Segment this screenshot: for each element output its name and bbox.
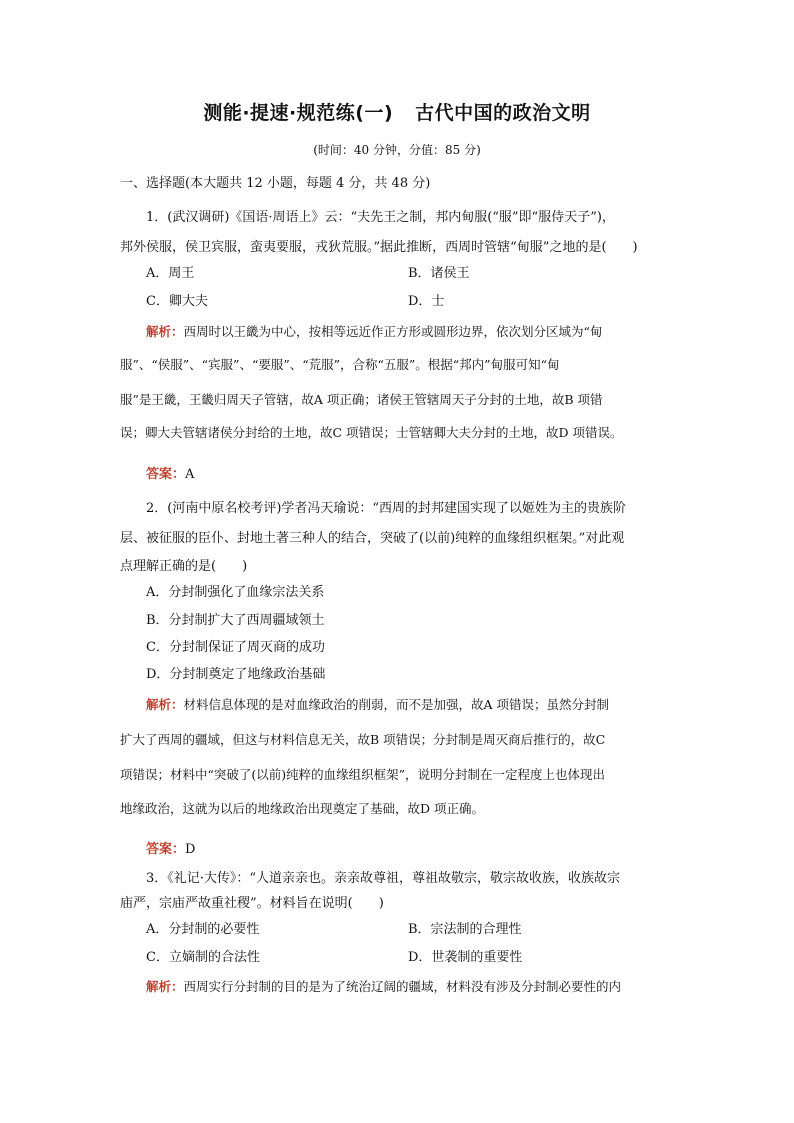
q3-line-2: 庙严，宗庙严故重社稷”。材料旨在说明( ) [120,896,384,911]
q1-analysis-line-3: 服”是王畿，王畿归周天子管辖，故A 项正确；诸侯王管辖周天子分封的土地，故B 项错 [120,392,603,407]
q1-answer-tag: 答案： [146,467,186,482]
q2-analysis-line-3: 项错误；材料中“突破了(以前)纯粹的血缘组织框架”，说明分封制在一定程度上也体现出 [120,767,606,782]
time-score-info: (时间：40 分钟，分值：85 分) [313,143,481,157]
q3-analysis-tag: 解析： [146,979,184,994]
title-main: 测能·提速·规范练(一) [203,102,394,124]
q2-analysis-line-4: 地缘政治，这就为以后的地缘政治出现奠定了基础，故D 项正确。 [120,801,484,816]
q1-line-1: 1．(武汉调研)《国语·周语上》云：“夫先王之制，邦内甸服(“服”即“服侍天子”)， [146,210,615,225]
q1-option-c: C．卿大夫 [146,294,208,309]
q3-option-d: D．世袭制的重要性 [408,950,523,965]
q2-option-c: C．分封制保证了周灭商的成功 [146,640,325,655]
page-title [0,98,794,125]
q2-option-a: A．分封制强化了血缘宗法关系 [146,585,325,600]
q1-analysis-line-4: 误；卿大夫管辖诸侯分封给的土地，故C 项错误；士管辖卿大夫分封的土地，故D 项错误。 [120,425,623,440]
q3-analysis-line-1: 解析：西周实行分封制的目的是为了统治辽阔的疆域，材料没有涉及分封制必要性的内 [146,979,622,994]
q1-analysis-tag: 解析： [146,324,184,339]
q2-line-1: 2．(河南中原名校考评)学者冯天瑜说：“西周的封邦建国实现了以姬姓为主的贵族阶 [146,501,627,516]
q3-option-a: A．分封制的必要性 [146,922,260,937]
q1-line-2: 邦外侯服，侯卫宾服，蛮夷要服，戎狄荒服。”据此推断，西周时管辖“甸服”之地的是( ) [120,240,638,255]
q1-option-a: A．周王 [146,266,195,281]
q3-option-c: C．立嫡制的合法性 [146,950,260,965]
q3-line-1: 3．《礼记·大传》：“人道亲亲也。亲亲故尊祖，尊祖故敬宗，敬宗故收族，收族故宗 [146,871,621,886]
q2-line-2: 层、被征服的臣仆、封地土著三种人的结合，突破了(以前)纯粹的血缘组织框架。”对此观 [120,531,625,546]
q2-option-b: B．分封制扩大了西周疆域领土 [146,613,325,628]
q1-answer: 答案：A [146,467,195,482]
q2-analysis-line-1: 解析：材料信息体现的是对血缘政治的削弱，而不是加强，故A 项错误；虽然分封制 [146,697,610,712]
q2-analysis-tag: 解析： [146,697,184,712]
section-heading: 一、选择题(本大题共 12 小题，每题 4 分，共 48 分) [120,176,431,191]
q1-option-d: D．士 [408,294,445,309]
q1-analysis-line-1: 解析：西周时以王畿为中心，按相等远近作正方形或圆形边界，依次划分区域为“甸 [146,324,603,339]
q2-line-3: 点理解正确的是( ) [120,559,248,574]
q2-answer: 答案：D [146,842,196,857]
q2-analysis-line-2: 扩大了西周的疆域，但这与材料信息无关，故B 项错误；分封制是周灭商后推行的，故C [120,732,606,747]
q1-analysis-line-2: 服”、“侯服”、“宾服”、“要服”、“荒服”，合称“五服”。根据“邦内”甸服可知“甸 [120,357,560,372]
q2-option-d: D．分封制奠定了地缘政治基础 [146,667,326,682]
q1-option-b: B．诸侯王 [408,266,470,281]
title-sub: 古代中国的政治文明 [415,102,591,124]
q2-answer-tag: 答案： [146,842,186,857]
q3-option-b: B．宗法制的合理性 [408,922,522,937]
